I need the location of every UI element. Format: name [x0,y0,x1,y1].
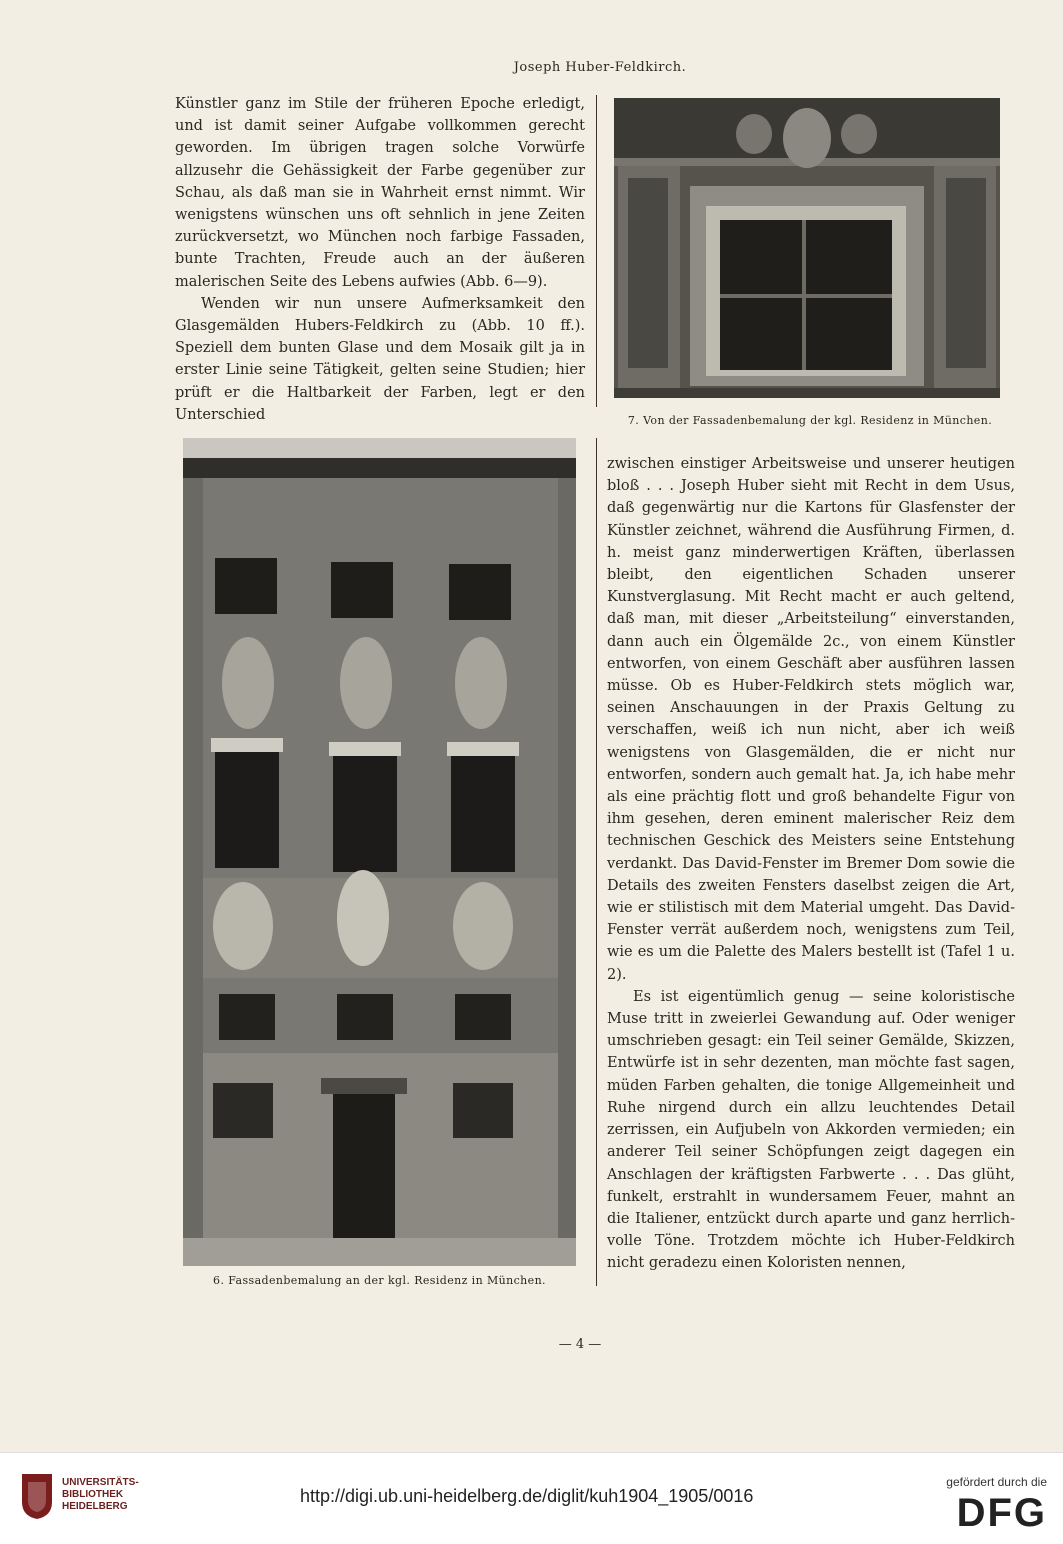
figure-6-facade-photo [183,438,576,1266]
library-name[interactable] [62,1477,139,1513]
residenz-facade-illustration [183,438,576,1266]
column-rule-upper [596,95,597,407]
right-text-column [607,453,1015,1275]
figure-7-facade-detail [614,98,1000,398]
university-seal-icon [18,1472,56,1520]
facade-window-illustration [614,98,1000,398]
right-paragraph-1: zwischen einstiger Arbeitsweise und unserer heutigen bloß . . . Joseph Huber sieht mit Recht in dem Usus, daß gegenwärtig nur die Kartons für Glasfenster der Künstler zeichnet, während die Ausführung Firmen, d. h. meist ganz minderwertigen Kräften, überlassen bleibt, den eigentlichen Schaden unserer Kunstverglasung. Mit Recht macht er auch geltend, daß man, mit dieser „Arbeitsteilung“ einverstanden, dann auch ein Ölgemälde 2c., von einem Künstler entworfen, von einem Geschäft aber ausführen lassen müsse. Ob es Huber-Feldkirch stets möglich war, seinen Anschauungen in der Praxis Geltung zu verschaffen, weiß ich nun nicht, aber ich weiß wenigstens von Glasgemälden, die er nicht nur entworfen, sondern auch gemalt hat. Ja, ich habe mehr als eine prächtig flott und groß behandelte Figur von ihm gesehen, deren eminent malerischer Reiz dem technischen Geschick des Meisters seine Entstehung verdankt. Das David-Fenster im Bremer Dom sowie die Details des zweiten Fensters daselbst zeigen die Art, wie er stilistisch mit dem Material umgeht. Das David-Fenster verrät außerdem noch, wenigstens zum Teil, wie es um die Palette des Malers bestellt ist (Tafel 1 u. 2). [607,456,1015,983]
right-paragraph-2: Es ist eigentümlich genug — seine koloristische Muse tritt in zweierlei Gewandung auf. Oder weniger umschrieben gesagt: ein Teil seiner Gemälde, Skizzen, Entwürfe ist in sehr dezenten, man möchte fast sagen, müden Farben gehalten, die tonige Allgemeinheit und Ruhe nirgend durch ein allzu leuchtendes Detail zerrissen, ein Aufjubeln von Akkorden vermieden; ein anderer Teil seiner Schöpfungen zeigt dagegen ein Anschlagen der kräftigsten Farbwerte . . . Das glüht, funkelt, erstrahlt in wundersamem Feuer, mahnt an die Italiener, entzückt durch aparte und ganz herrlich-volle Töne. Trotzdem möchte ich Huber-Feldkirch nicht geradezu einen Koloristen nennen, [607,988,1015,1272]
dfg-logo[interactable]: DFG [956,1491,1047,1535]
left-text-column [175,93,585,426]
permalink-url[interactable]: http://digi.ub.uni-heidelberg.de/diglit/kuh1904_1905/0016 [300,1486,754,1506]
left-paragraph-1: Künstler ganz im Stile der früheren Epoche erledigt, und ist damit seiner Aufgabe vollkommen gerecht geworden. Im übrigen tragen solche Vorwürfe allzusehr die Gehässigkeit der Farbe gegenüber zur Schau, als daß man sie in Wahrheit ernst nimmt. Wir wenigstens wünschen uns oft sehnlich in jene Zeiten zurückversetzt, wo München noch farbige Fassaden, bunte Trachten, Freude auch an der äußeren malerischen Seite des Lebens aufwies (Abb. 6—9). [175,96,585,290]
column-rule-lower [596,438,597,1286]
figure-7-caption: 7. Von der Fassadenbemalung der kgl. Residenz in München. [627,414,993,427]
library-name-line-1: UNIVERSITÄTS- [62,1477,139,1488]
figure-6-caption: 6. Fassadenbemalung an der kgl. Residenz in München. [213,1274,546,1287]
library-name-line-3: HEIDELBERG [62,1501,128,1512]
running-title: Joseph Huber-Feldkirch. [513,60,687,75]
page-number: — 4 — [558,1337,602,1352]
funding-label: gefördert durch die [946,1475,1047,1489]
left-paragraph-2: Wenden wir nun unsere Aufmerksamkeit den Glasgemälden Hubers-Feldkirch zu (Abb. 10 ff.). Speziell dem bunten Glase und dem Mosaik gilt ja in erster Linie seine Tätigkeit, gelten seine Studien; hier prüft er die Haltbarkeit der Farben, legt er den Unterschied [175,295,585,423]
library-name-line-2: BIBLIOTHEK [62,1489,124,1500]
digital-library-footer [0,1452,1063,1544]
